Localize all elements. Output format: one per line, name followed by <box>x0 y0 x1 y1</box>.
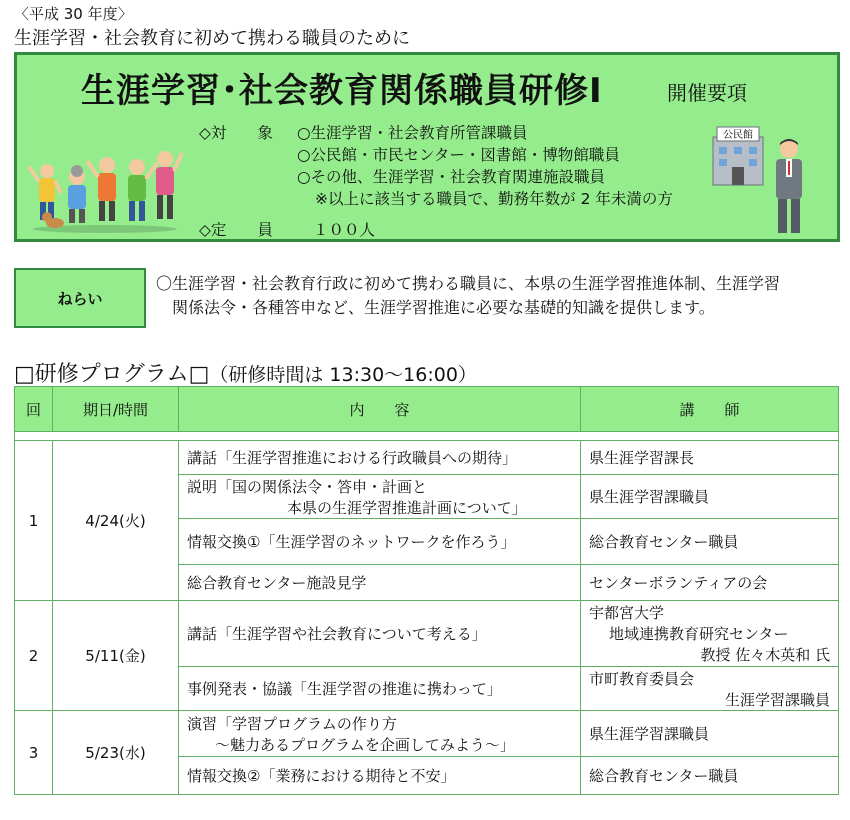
lecturer-line: 教授 佐々木英和 氏 <box>700 646 830 664</box>
session-number: 1 <box>15 441 53 601</box>
session-number: 2 <box>15 601 53 711</box>
session-date: 4/24(火) <box>53 441 179 601</box>
content-line: 情報交換②「業務における期待と不安」 <box>187 767 456 785</box>
session-content <box>179 441 581 475</box>
content-line: 説明「国の関係法令・答申・計画と <box>187 477 428 496</box>
lecturer-line: 県生涯学習課職員 <box>589 488 710 506</box>
lecturer-line: 総合教育センター職員 <box>589 533 739 551</box>
person-figure <box>29 164 61 220</box>
title-banner <box>14 52 840 242</box>
community-center-building-icon <box>711 125 765 187</box>
staff-member-illustration <box>769 137 809 237</box>
content-line: 講話「生涯学習や社会教育について考える」 <box>187 625 487 643</box>
program-heading <box>14 357 477 388</box>
column-header: 回 <box>15 387 53 432</box>
lecturer-line: 県生涯学習課長 <box>589 449 695 467</box>
page-title: 生涯学習･社会教育関係職員研修Ⅰ <box>81 71 603 111</box>
subtitle: 生涯学習・社会教育に初めて携わる職員のために <box>14 28 410 49</box>
session-lecturer <box>581 475 839 519</box>
exercising-people-illustration <box>25 147 185 233</box>
title-suffix: 開催要項 <box>667 81 747 105</box>
column-header: 講 師 <box>581 387 839 432</box>
table-header-row <box>15 387 839 432</box>
table-row <box>15 711 839 757</box>
session-content <box>179 711 581 757</box>
capacity-label: ◇定 員 <box>199 221 273 239</box>
target-line: ○生涯学習・社会教育所管課職員 <box>297 124 528 142</box>
program-time-note: （研修時間は 13:30～16:00） <box>209 364 477 386</box>
session-lecturer <box>581 601 839 667</box>
session-date: 5/11(金) <box>53 601 179 711</box>
building-sign: 公民館 <box>723 130 753 141</box>
session-date: 5/23(水) <box>53 711 179 795</box>
session-content <box>179 601 581 667</box>
content-line: 総合教育センター施設見学 <box>187 574 367 592</box>
column-header: 内 容 <box>179 387 581 432</box>
target-label: ◇対 象 <box>199 124 273 142</box>
aim-label: ねらい <box>14 268 146 328</box>
lecturer-line: 生涯学習課職員 <box>724 690 830 709</box>
lecturer-line: 宇都宮大学 <box>589 604 665 622</box>
table-row <box>15 601 839 667</box>
session-content <box>179 757 581 795</box>
target-line: ○その他、生涯学習・社会教育関連施設職員 <box>297 168 606 186</box>
capacity-value: １００人 <box>313 221 376 239</box>
lecturer-line: 地域連携教育研究センター <box>609 625 789 643</box>
session-content <box>179 667 581 711</box>
session-lecturer <box>581 565 839 601</box>
session-content <box>179 519 581 565</box>
target-line: ○公民館・市民センター・図書館・博物館職員 <box>297 146 620 164</box>
aim-line: 関係法令・各種答申など、生涯学習推進に必要な基礎的知識を提供します。 <box>156 298 715 317</box>
session-lecturer <box>581 667 839 711</box>
table-row <box>15 441 839 475</box>
session-content <box>179 565 581 601</box>
session-number: 3 <box>15 711 53 795</box>
content-line: 講話「生涯学習推進における行政職員への期待」 <box>187 449 518 467</box>
session-content <box>179 475 581 519</box>
content-line: 事例発表・協議「生涯学習の推進に携わって」 <box>187 680 502 698</box>
year-label: 〈平成 30 年度〉 <box>14 5 133 23</box>
content-line: 情報交換①「生涯学習のネットワークを作ろう」 <box>187 533 516 551</box>
session-lecturer <box>581 519 839 565</box>
content-line: 演習「学習プログラムの作り方 <box>187 714 397 733</box>
session-lecturer <box>581 757 839 795</box>
lecturer-line: センターボランティアの会 <box>589 574 768 592</box>
aim-line: 〇生涯学習・社会教育行政に初めて携わる職員に、本県の生涯学習推進体制、生涯学習 <box>156 274 781 293</box>
lecturer-line: 総合教育センター職員 <box>589 767 739 785</box>
content-line: 本県の生涯学習推進計画について」 <box>287 498 527 517</box>
session-lecturer <box>581 441 839 475</box>
program-table <box>14 386 839 795</box>
column-header: 期日/時間 <box>53 387 179 432</box>
lecturer-line: 市町教育委員会 <box>589 669 695 688</box>
target-note: ※以上に該当する職員で、勤務年数が 2 年未満の方 <box>315 190 673 208</box>
content-line: ～魅力あるプログラムを企画してみよう～」 <box>215 735 515 754</box>
session-lecturer <box>581 711 839 757</box>
aim-description <box>156 272 846 320</box>
lecturer-line: 県生涯学習課職員 <box>589 725 710 743</box>
spacer-row <box>15 432 839 441</box>
program-heading-text: □研修プログラム□ <box>14 362 210 387</box>
